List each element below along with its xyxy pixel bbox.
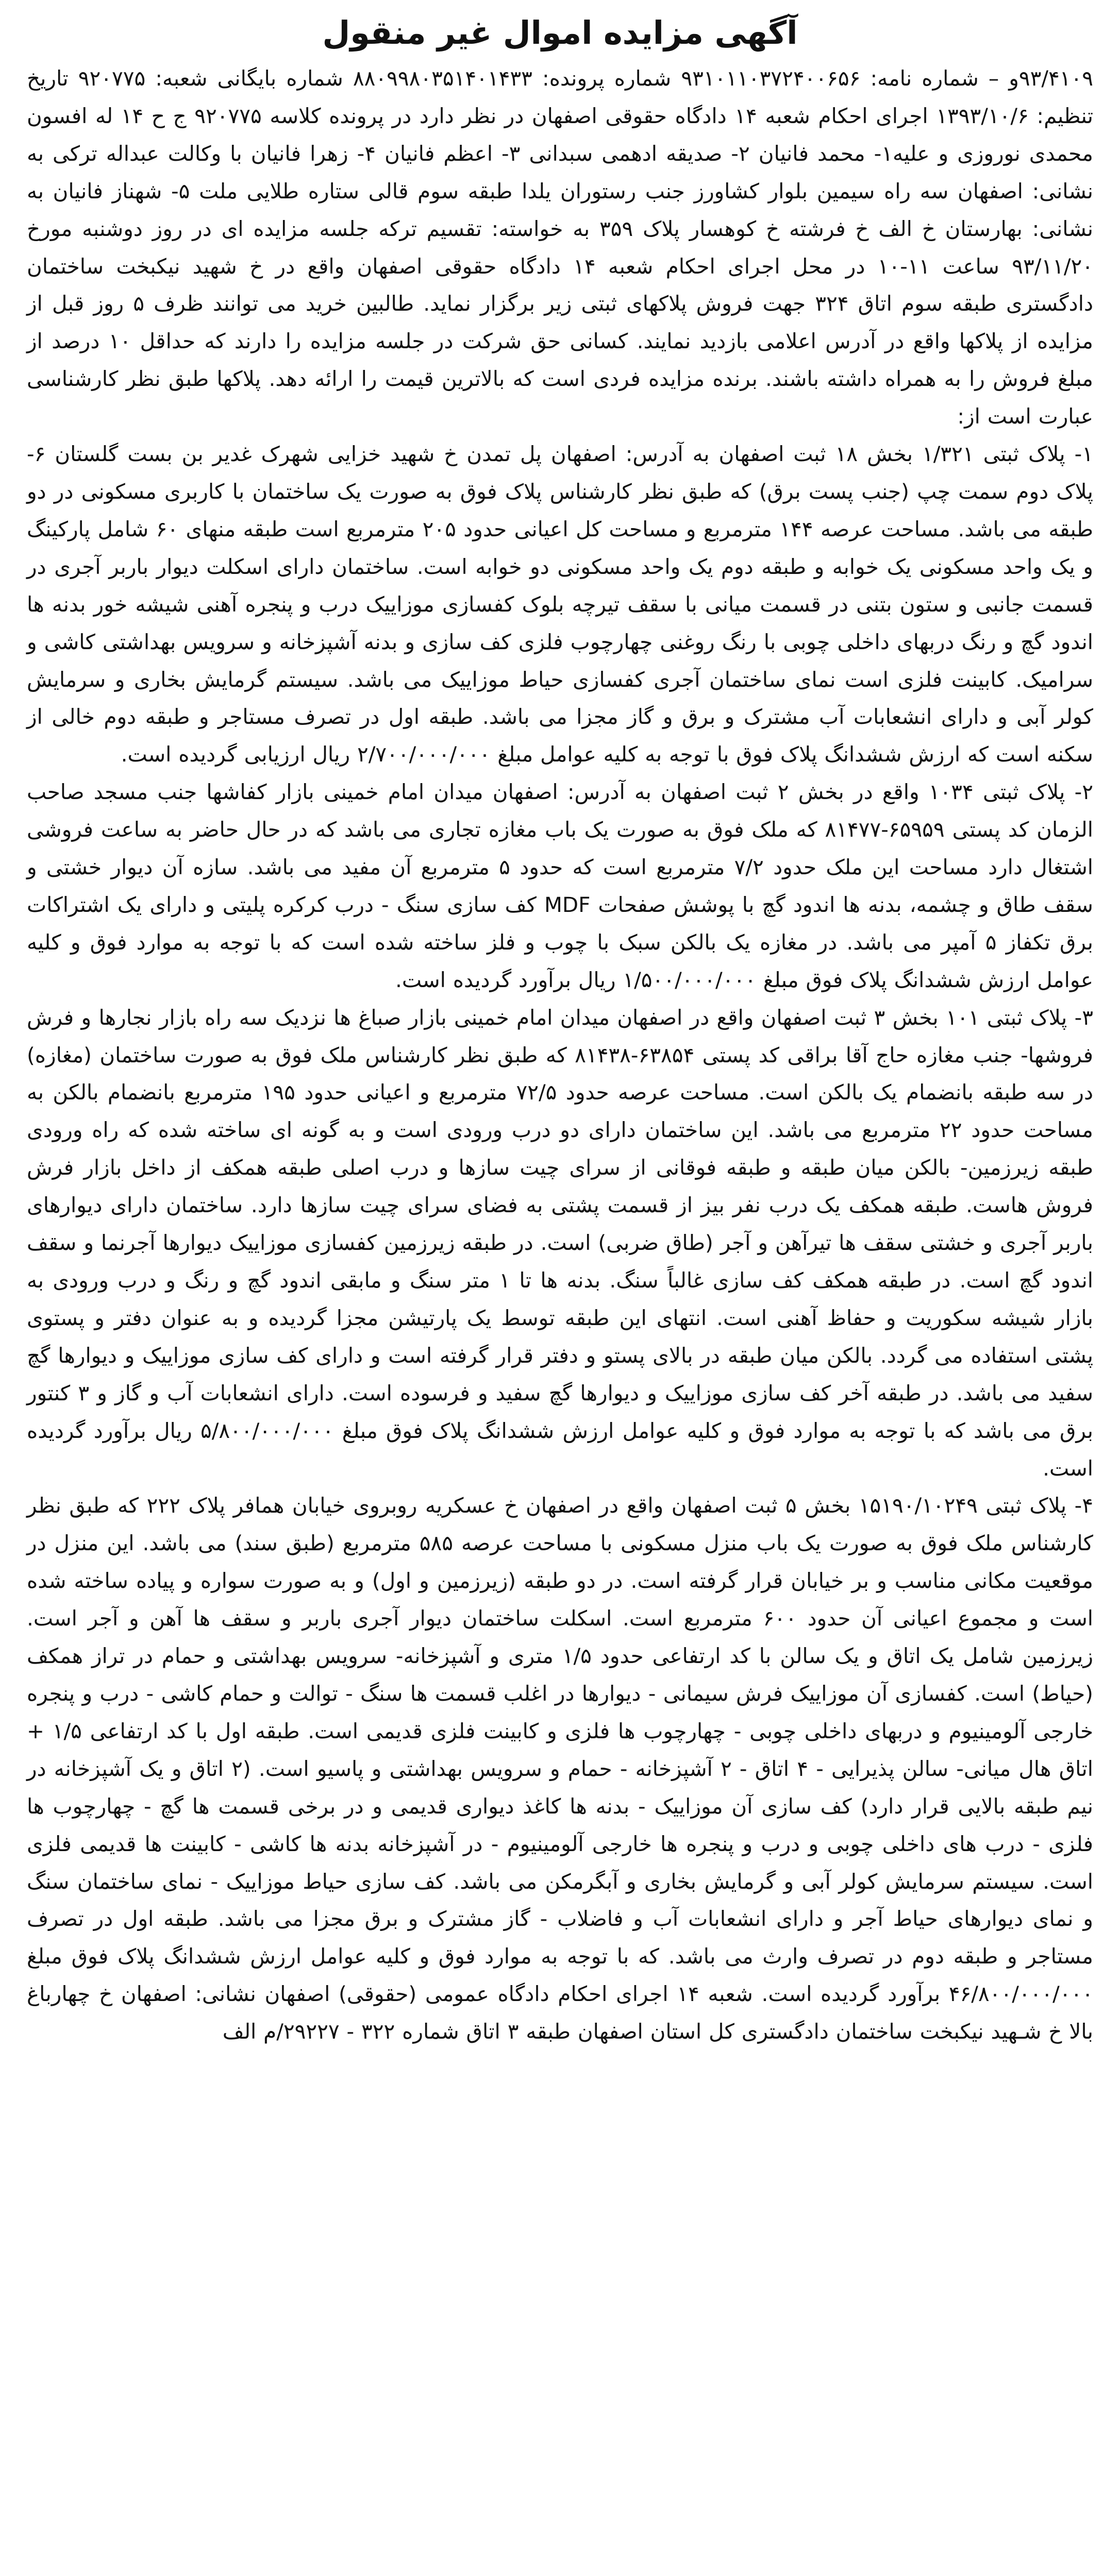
notice-title: آگهی مزایده اموال غیر منقول <box>322 14 798 52</box>
plot-3-paragraph: ۳- پلاک ثبتی ۱۰۱ بخش ۳ ثبت اصفهان واقع در اصفهان میدان امام خمینی بازار صباغ ها نزدیک سه راه بازار نجارها و فرش فروشها- جنب مغازه حاج آقا براقی کد پستی ۶۳۸۵۴-۸۱۴۳۸ که طبق نظر کارشناس ملک فوق به صورت ساختمان (مغازه) در سه طبقه بانضمام یک بالکن است. مساحت عرصه حدود ۷۲/۵ مترمربع و اعیانی حدود ۱۹۵ مترمربع بانضمام بالکن به مساحت حدود ۲۲ مترمربع می باشد. این ساختمان دارای دو درب ورودی است و به گونه ای ساخته شده که راه ورودی طبقه زیرزمین- بالکن میان طبقه و طبقه فوقانی از سرای چیت سازها و درب اصلی طبقه همکف از داخل بازار فرش فروش هاست. طبقه همکف یک درب نفر بیز از قسمت پشتی به فضای سرای چیت سازها دارد. ساختمان دارای دیوارهای باربر آجری و خشتی سقف ها تیرآهن و آجر (طاق ضربی) است. در طبقه زیرزمین کفسازی موزاییک دیوارها آجرنما و سقف اندود گچ است. در طبقه همکف کف سازی غالباً سنگ. بدنه ها تا ۱ متر سنگ و مابقی اندود گچ و رنگ و درب ورودی به بازار شیشه سکوریت و حفاظ آهنی است. انتهای این طبقه توسط یک پارتیشن مجزا گردیده و به عنوان دفتر و پستوی پشتی استفاده می گردد. بالکن میان طبقه در بالای پستو و دفتر قرار گرفته است و دارای کف سازی موزاییک و دیوارها گچ سفید می باشد. در طبقه آخر کف سازی موزاییک و دیوارها گچ سفید و فرسوده است. دارای انشعابات آب و گاز و ۳ کنتور برق می باشد که با توجه به موارد فوق و کلیه عوامل ارزش ششدانگ پلاک فوق مبلغ ۵/۸۰۰/۰۰۰/۰۰۰ ریال برآورد گردیده است. <box>27 1005 1094 1481</box>
notice-body <box>27 60 1093 2050</box>
plot-1-paragraph: ۱- پلاک ثبتی ۱/۳۲۱ بخش ۱۸ ثبت اصفهان به آدرس: اصفهان پل تمدن خ شهید خزایی شهرک غدیر بن بست گلستان ۶- پلاک دوم سمت چپ (جنب پست برق) که طبق نظر کارشناس پلاک فوق به صورت یک ساختمان با کاربری مسکونی در دو طبقه می باشد. مساحت عرصه ۱۴۴ مترمربع و مساحت کل اعیانی حدود ۲۰۵ مترمربع است طبقه منهای ۶۰ شامل پارکینگ و یک واحد مسکونی یک خوابه و طبقه دوم یک واحد مسکونی دو خوابه است. ساختمان دارای اسکلت دیوار باربر آجری در قسمت جانبی و ستون بتنی در قسمت میانی با سقف تیرچه بلوک کفسازی موزاییک درب و پنجره آهنی شیشه خور بدنه ها اندود گچ و رنگ دربهای داخلی چوبی با رنگ روغنی چهارچوب فلزی کف سازی و بدنه آشپزخانه و سرویس بهداشتی کاشی و سرامیک. کابینت فلزی است نمای ساختمان آجری کفسازی حیاط موزاییک می باشد. سیستم گرمایش بخاری و سرمایش کولر آبی و دارای انشعابات آب مشترک و برق و گاز مجزا می باشد. طبقه اول در تصرف مستاجر و طبقه دوم خالی از سکنه است که ارزش ششدانگ پلاک فوق با توجه به کلیه عوامل مبلغ ۲/۷۰۰/۰۰۰/۰۰۰ ریال ارزیابی گردیده است. <box>27 442 1093 767</box>
plot-4-paragraph: ۴- پلاک ثبتی ۱۵۱۹۰/۱۰۲۴۹ بخش ۵ ثبت اصفهان واقع در اصفهان خ عسکریه روبروی خیابان همافر پلاک ۲۲۲ که طبق نظر کارشناس ملک فوق به صورت یک باب منزل مسکونی با مساحت عرصه ۵۸۵ مترمربع (طبق سند) می باشد. این منزل در موقعیت مکانی مناسب و بر خیابان قرار گرفته است. در دو طبقه (زیرزمین و اول) و به صورت سواره و پیاده ساخته شده است و مجموع اعیانی آن حدود ۶۰۰ مترمربع است. اسکلت ساختمان دیوار آجری باربر و سقف ها آهن و آجر است. زیرزمین شامل یک اتاق و یک سالن با کد ارتفاعی حدود ۱/۵ متری و آشپزخانه- سرویس بهداشتی و حمام در تراز همکف (حیاط) است. کفسازی آن موزاییک فرش سیمانی - دیوارها در اغلب قسمت ها سنگ - توالت و حمام کاشی - درب و پنجره خارجی آلومینیوم و دربهای داخلی چوبی - چهارچوب ها فلزی و کابینت فلزی قدیمی است. طبقه اول با کد ارتفاعی ۱/۵ + اتاق هال میانی- سالن پذیرایی - ۴ اتاق - ۲ آشپزخانه - حمام و سرویس بهداشتی و پاسیو است. (۲ اتاق و یک آشپزخانه در نیم طبقه بالایی قرار دارد) کف سازی آن موزاییک - بدنه ها کاغذ دیواری قدیمی و در برخی قسمت ها گچ - چهارچوب ها فلزی - درب های داخلی چوبی و درب و پنجره ها خارجی آلومینیوم - در آشپزخانه بدنه ها کاشی - کابینت ها قدیمی فلزی است. سیستم سرمایش کولر آبی و گرمایش بخاری و آبگرمکن می باشد. کف سازی حیاط موزاییک - نمای ساختمان سنگ و نمای دیوارهای حیاط آجر و دارای انشعابات آب و فاضلاب - گاز مشترک و برق مجزا می باشد. طبقه اول در تصرف مستاجر و طبقه دوم در تصرف وارث می باشد. که با توجه به موارد فوق و کلیه عوامل ارزش ششدانگ پلاک فوق مبلغ ۴۶/۸۰۰/۰۰۰/۰۰۰ برآورد گردیده است. شعبه ۱۴ اجرای احکام دادگاه عمومی (حقوقی) اصفهان نشانی: اصفهان خ چهارباغ بالا خ شـهید نیکبخت ساختمان دادگستری کل استان اصفهان طبقه ۳ اتاق شماره ۳۲۲ - ۲۹۲۲۷/م الف <box>27 1493 1094 2044</box>
plot-2-paragraph: ۲- پلاک ثبتی ۱۰۳۴ واقع در بخش ۲ ثبت اصفهان به آدرس: اصفهان میدان امام خمینی بازار کفاشها جنب مسجد صاحب الزمان کد پستی ۶۵۹۵۹-۸۱۴۷۷ که ملک فوق به صورت یک باب مغازه تجاری می باشد که در حال حاضر به ساعت فروشی اشتغال دارد مساحت این ملک حدود ۷/۲ مترمربع است که حدود ۵ مترمربع آن مفید می باشد. سازه آن دیوار خشتی و سقف طاق و چشمه، بدنه ها اندود گچ با پوشش صفحات MDF کف سازی سنگ - درب کرکره پلیتی و دارای یک اشتراکات برق تکفاز ۵ آمپر می باشد. در مغازه یک بالکن سبک با چوب و فلز ساخته شده است که با توجه به موارد فوق و کلیه عوامل ارزش ششدانگ پلاک فوق مبلغ ۱/۵۰۰/۰۰۰/۰۰۰ ریال برآورد گردیده است. <box>27 779 1093 992</box>
notice-intro-paragraph: ۹۳/۴۱۰۹و – شماره نامه: ۹۳۱۰۱۱۰۳۷۲۴۰۰۶۵۶ شماره پرونده: ۸۸۰۹۹۸۰۳۵۱۴۰۱۴۳۳ شماره بایگانی شعبه: ۹۲۰۷۷۵ تاریخ تنظیم: ۱۳۹۳/۱۰/۶ اجرای احکام شعبه ۱۴ دادگاه حقوقی اصفهان در نظر دارد در پرونده کلاسه ۹۲۰۷۷۵ ج ح ۱۴ له افسون محمدی نوروزی و علیه۱- محمد فانیان ۲- صدیقه ادهمی سبدانی ۳- اعظم فانیان ۴- زهرا فانیان با وکالت عبداله ترکی به نشانی: اصفهان سه راه سیمین بلوار کشاورز جنب رستوران یلدا طبقه سوم قالی ستاره طلایی ملت ۵- شهناز فانیان به نشانی: بهارستان خ الف خ فرشته خ کوهسار پلاک ۳۵۹ به خواسته: تقسیم ترکه جلسه مزایده ای در روز دوشنبه مورخ ۹۳/۱۱/۲۰ ساعت ۱۱-۱۰ در محل اجرای احکام شعبه ۱۴ دادگاه حقوقی اصفهان واقع در خ شهید نیکبخت ساختمان دادگستری طبقه سوم اتاق ۳۲۴ جهت فروش پلاکهای ثبتی زیر برگزار نماید. طالبین خرید می توانند ظرف ۵ روز قبل از مزایده از پلاکها واقع در آدرس اعلامی بازدید نمایند. کسانی حق شرکت در جلسه مزایده را دارند که حداقل ۱۰ درصد از مبلغ فروش را به همراه داشته باشند. برنده مزایده فردی است که بالاترین قیمت را ارائه دهد. پلاکها طبق نظر کارشناسی عبارت است از: <box>27 66 1094 429</box>
